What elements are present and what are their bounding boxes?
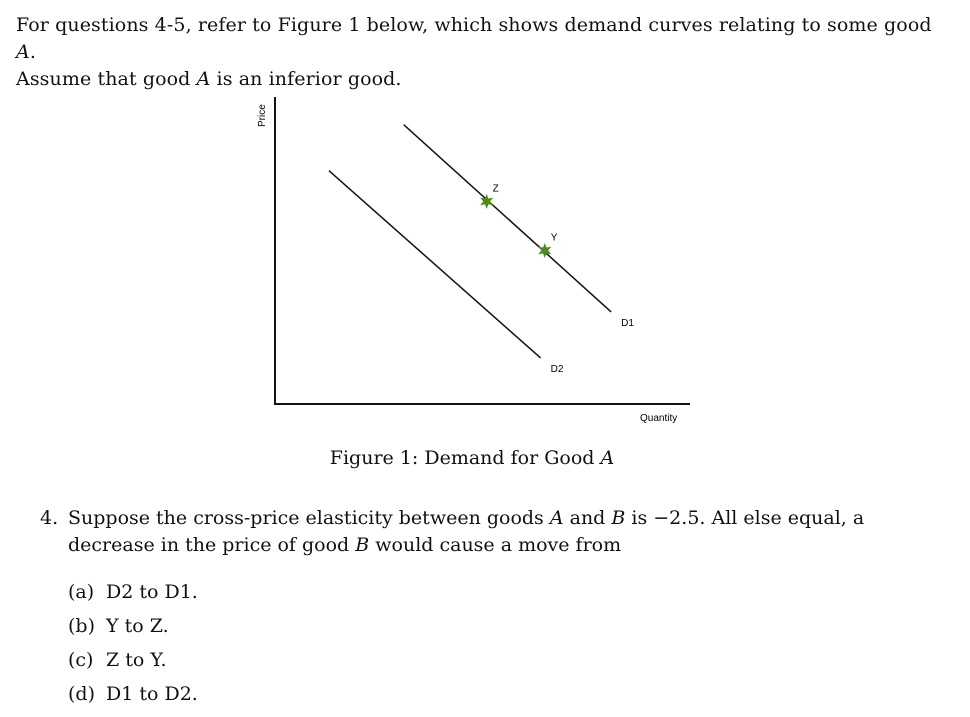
question-text-part-4: would cause a move from — [369, 534, 622, 556]
option-d[interactable] — [68, 682, 198, 716]
question-text-part-3: is −2.5. All else equal, a decrease in the price of good — [68, 507, 865, 556]
series-d1-line — [404, 125, 612, 312]
intro-line1-prefix: For questions 4-5, refer to Figure 1 below, which shows demand curves relating to some good — [16, 14, 932, 36]
intro-line1-suffix: . — [29, 41, 36, 63]
option-label: (a) — [68, 581, 95, 603]
curve-label-d2: D2 — [550, 363, 564, 375]
question-var-b-2: B — [355, 534, 370, 556]
question-text-part-1: Suppose the cross-price elasticity between goods — [68, 507, 550, 529]
intro-line2-prefix: Assume that good — [16, 68, 197, 90]
caption-prefix: Figure 1: Demand for Good — [329, 447, 601, 469]
question-var-a: A — [549, 507, 564, 529]
point-z-label: Z — [492, 183, 499, 195]
option-text: D2 to D1. — [106, 581, 198, 603]
series-d2-line — [329, 171, 541, 358]
y-axis-label: Price — [257, 104, 268, 127]
option-text: D1 to D2. — [106, 683, 198, 705]
intro-line2-suffix: is an inferior good. — [210, 68, 402, 90]
option-label: (c) — [68, 649, 94, 671]
x-axis-label: Quantity — [640, 413, 678, 424]
caption-var: A — [600, 447, 615, 469]
intro-line1-var: A — [16, 41, 30, 63]
question-text-part-2: and — [563, 507, 612, 529]
curve-label-d1: D1 — [621, 317, 634, 329]
question-4 — [40, 505, 940, 559]
option-a[interactable] — [68, 580, 198, 614]
option-c[interactable] — [68, 648, 198, 682]
question-var-b: B — [611, 507, 626, 529]
option-label: (b) — [68, 615, 95, 637]
intro-line2-var: A — [196, 68, 211, 90]
point-y-label: Y — [550, 232, 558, 244]
figure-caption — [0, 447, 944, 469]
answer-options — [68, 580, 198, 716]
option-text: Y to Z. — [106, 615, 169, 637]
option-label: (d) — [68, 683, 95, 705]
question-number: 4. — [40, 507, 59, 529]
chart-marks — [329, 125, 634, 375]
option-text: Z to Y. — [106, 649, 167, 671]
question-text — [68, 505, 940, 559]
option-b[interactable] — [68, 614, 198, 648]
